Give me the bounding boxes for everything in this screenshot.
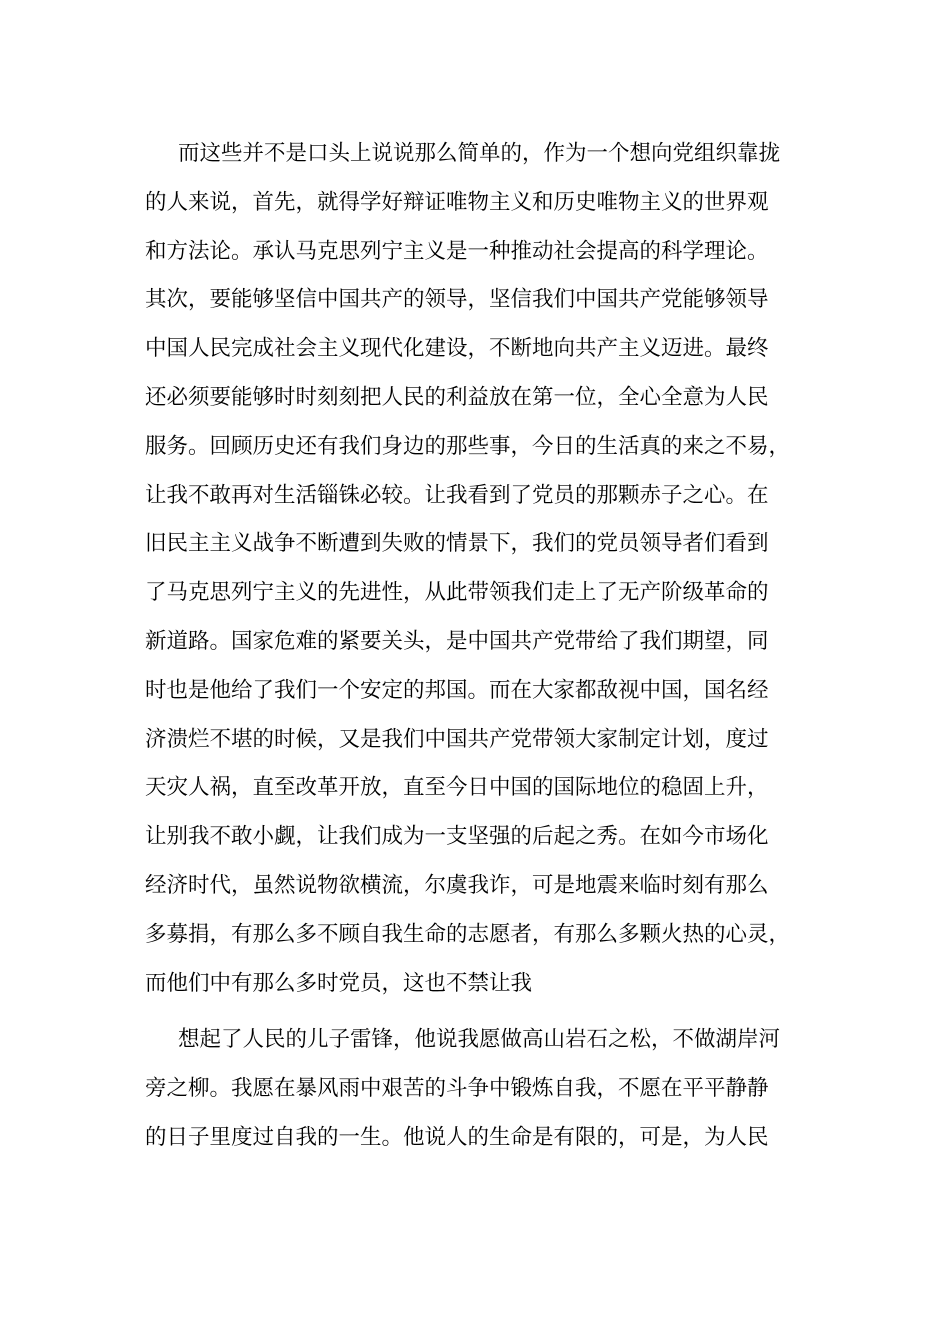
text-line: 旁之柳。我愿在暴风雨中艰苦的斗争中锻炼自我，不愿在平平静静 bbox=[145, 1076, 769, 1102]
paragraph-spacer bbox=[145, 1008, 825, 1016]
text-line: 济溃烂不堪的时候，又是我们中国共产党带领大家制定计划，度过 bbox=[145, 726, 769, 752]
text-line: 让别我不敢小觑，让我们成为一支坚强的后起之秀。在如今市场化 bbox=[145, 824, 769, 850]
text-line: 想起了人民的儿子雷锋，他说我愿做高山岩石之松，不做湖岸河 bbox=[178, 1027, 781, 1053]
text-line: 而他们中有那么多时党员，这也不禁让我 bbox=[145, 970, 533, 996]
body-text bbox=[145, 130, 825, 1163]
text-line: 和方法论。承认马克思列宁主义是一种推动社会提高的科学理论。 bbox=[145, 238, 769, 264]
text-line: 让我不敢再对生活锱铢必较。让我看到了党员的那颗赤子之心。在 bbox=[145, 482, 769, 508]
text-line: 服务。回顾历史还有我们身边的那些事，今日的生活真的来之不易， bbox=[145, 433, 791, 459]
text-line: 的人来说，首先，就得学好辩证唯物主义和历史唯物主义的世界观 bbox=[145, 189, 769, 215]
text-line: 经济时代，虽然说物欲横流，尔虞我诈，可是地震来临时刻有那么 bbox=[145, 872, 769, 898]
text-line: 时也是他给了我们一个安定的邦国。而在大家都敌视中国，国名经 bbox=[145, 677, 769, 703]
text-line: 而这些并不是口头上说说那么简单的，作为一个想向党组织靠拢 bbox=[178, 141, 781, 166]
text-line: 其次，要能够坚信中国共产的领导，坚信我们中国共产党能够领导 bbox=[145, 287, 769, 313]
text-line: 天灾人祸，直至改革开放，直至今日中国的国际地位的稳固上升， bbox=[145, 775, 769, 801]
text-line: 的日子里度过自我的一生。他说人的生命是有限的，可是，为人民 bbox=[145, 1124, 769, 1150]
text-line: 了马克思列宁主义的先进性，从此带领我们走上了无产阶级革命的 bbox=[145, 580, 769, 606]
text-line: 新道路。国家危难的紧要关头，是中国共产党带给了我们期望，同 bbox=[145, 628, 769, 654]
text-line: 旧民主主义战争不断遭到失败的情景下，我们的党员领导者们看到 bbox=[145, 531, 769, 557]
text-line: 还必须要能够时时刻刻把人民的利益放在第一位，全心全意为人民 bbox=[145, 384, 769, 410]
text-line: 中国人民完成社会主义现代化建设，不断地向共产主义迈进。最终 bbox=[145, 336, 769, 362]
paragraph-2 bbox=[145, 1016, 825, 1162]
paragraph-1 bbox=[145, 130, 825, 1008]
text-line: 多募捐，有那么多不顾自我生命的志愿者，有那么多颗火热的心灵， bbox=[145, 921, 791, 947]
